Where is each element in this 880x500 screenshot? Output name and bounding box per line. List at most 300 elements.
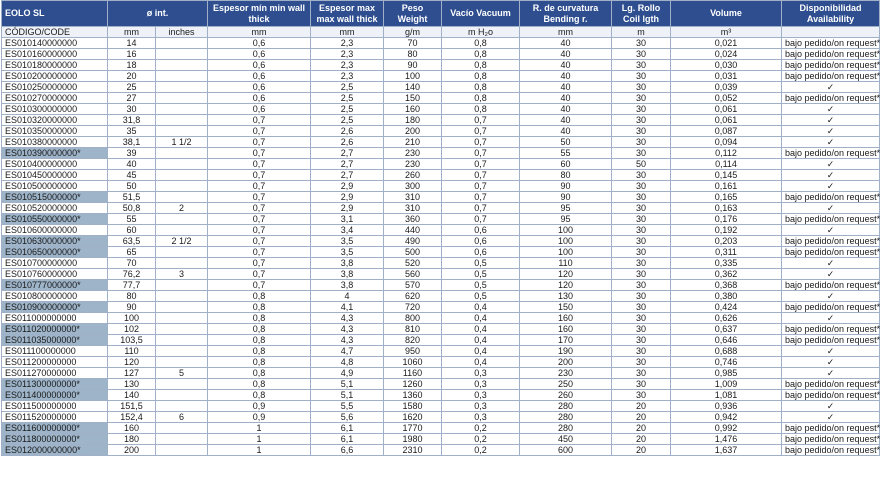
cell-vacuum: 0,2 (442, 423, 520, 434)
header-coil: Lg. Rollo Coil lgth (612, 1, 671, 27)
cell-vacuum: 0,2 (442, 445, 520, 456)
cell-availability: bajo pedido/on request* (782, 236, 880, 247)
cell-volume: 0,030 (671, 60, 782, 71)
cell-availability: bajo pedido/on request* (782, 423, 880, 434)
cell-availability: bajo pedido/on request* (782, 324, 880, 335)
cell-max-wall: 2,9 (311, 181, 384, 192)
cell-availability: bajo pedido/on request* (782, 302, 880, 313)
cell-volume: 0,165 (671, 192, 782, 203)
cell-weight: 1770 (384, 423, 442, 434)
cell-bending: 160 (520, 324, 612, 335)
cell-vacuum: 0,7 (442, 170, 520, 181)
table-row (2, 170, 880, 181)
cell-diameter-inches (156, 445, 208, 456)
cell-coil: 30 (612, 258, 671, 269)
cell-weight: 720 (384, 302, 442, 313)
cell-vacuum: 0,5 (442, 291, 520, 302)
cell-min-wall: 0,6 (208, 93, 311, 104)
cell-coil: 30 (612, 346, 671, 357)
cell-volume: 0,424 (671, 302, 782, 313)
cell-diameter-inches (156, 434, 208, 445)
cell-volume: 0,362 (671, 269, 782, 280)
cell-weight: 820 (384, 335, 442, 346)
cell-diameter-inches (156, 423, 208, 434)
cell-bending: 95 (520, 214, 612, 225)
cell-weight: 520 (384, 258, 442, 269)
cell-code: ES010350000000 (2, 126, 108, 137)
cell-code: ES010140000000 (2, 38, 108, 49)
cell-weight: 1980 (384, 434, 442, 445)
cell-diameter-mm: 39 (108, 148, 156, 159)
cell-bending: 80 (520, 170, 612, 181)
cell-diameter-inches (156, 82, 208, 93)
cell-code: ES011035000000* (2, 335, 108, 346)
cell-vacuum: 0,2 (442, 434, 520, 445)
cell-bending: 60 (520, 159, 612, 170)
cell-max-wall: 2,7 (311, 159, 384, 170)
cell-diameter-inches (156, 60, 208, 71)
cell-min-wall: 1 (208, 445, 311, 456)
cell-diameter-mm: 77,7 (108, 280, 156, 291)
cell-volume: 0,311 (671, 247, 782, 258)
cell-coil: 30 (612, 49, 671, 60)
cell-coil: 30 (612, 368, 671, 379)
table-row (2, 313, 880, 324)
cell-code: ES010900000000* (2, 302, 108, 313)
cell-bending: 40 (520, 60, 612, 71)
cell-min-wall: 0,8 (208, 379, 311, 390)
unit-min-wall: mm (208, 27, 311, 38)
cell-weight: 180 (384, 115, 442, 126)
cell-bending: 110 (520, 258, 612, 269)
cell-vacuum: 0,8 (442, 104, 520, 115)
table-row (2, 236, 880, 247)
cell-availability: ✓ (782, 170, 880, 181)
unit-volume: m³ (671, 27, 782, 38)
cell-vacuum: 0,4 (442, 346, 520, 357)
cell-min-wall: 0,7 (208, 203, 311, 214)
cell-coil: 50 (612, 159, 671, 170)
cell-vacuum: 0,8 (442, 60, 520, 71)
cell-min-wall: 0,9 (208, 401, 311, 412)
cell-weight: 810 (384, 324, 442, 335)
cell-max-wall: 4,1 (311, 302, 384, 313)
cell-availability: ✓ (782, 115, 880, 126)
cell-weight: 70 (384, 38, 442, 49)
cell-bending: 100 (520, 225, 612, 236)
cell-diameter-inches (156, 346, 208, 357)
cell-min-wall: 0,7 (208, 115, 311, 126)
cell-volume: 1,637 (671, 445, 782, 456)
cell-diameter-inches: 1 1/2 (156, 137, 208, 148)
cell-min-wall: 0,8 (208, 368, 311, 379)
cell-diameter-mm: 63,5 (108, 236, 156, 247)
cell-vacuum: 0,8 (442, 93, 520, 104)
cell-min-wall: 0,6 (208, 60, 311, 71)
cell-code: ES010250000000 (2, 82, 108, 93)
table-row (2, 401, 880, 412)
cell-weight: 1260 (384, 379, 442, 390)
cell-min-wall: 0,6 (208, 49, 311, 60)
cell-coil: 20 (612, 412, 671, 423)
cell-diameter-mm: 151,5 (108, 401, 156, 412)
cell-volume: 0,942 (671, 412, 782, 423)
table-row (2, 346, 880, 357)
cell-diameter-mm: 140 (108, 390, 156, 401)
cell-availability: ✓ (782, 126, 880, 137)
cell-availability: bajo pedido/on request* (782, 148, 880, 159)
table-row (2, 247, 880, 258)
table-row (2, 192, 880, 203)
cell-volume: 0,145 (671, 170, 782, 181)
cell-coil: 30 (612, 390, 671, 401)
cell-bending: 130 (520, 291, 612, 302)
cell-max-wall: 3,1 (311, 214, 384, 225)
cell-bending: 260 (520, 390, 612, 401)
cell-bending: 55 (520, 148, 612, 159)
cell-max-wall: 2,5 (311, 104, 384, 115)
cell-diameter-inches: 3 (156, 269, 208, 280)
cell-availability: ✓ (782, 269, 880, 280)
cell-bending: 120 (520, 280, 612, 291)
cell-max-wall: 4,3 (311, 324, 384, 335)
cell-code: ES010650000000* (2, 247, 108, 258)
cell-weight: 260 (384, 170, 442, 181)
cell-weight: 950 (384, 346, 442, 357)
cell-diameter-inches (156, 115, 208, 126)
cell-max-wall: 4,8 (311, 357, 384, 368)
table-body (2, 38, 880, 456)
cell-availability: bajo pedido/on request* (782, 280, 880, 291)
cell-vacuum: 0,6 (442, 225, 520, 236)
cell-weight: 560 (384, 269, 442, 280)
cell-diameter-inches: 2 (156, 203, 208, 214)
cell-diameter-inches (156, 181, 208, 192)
table-row (2, 137, 880, 148)
cell-code: ES011520000000 (2, 412, 108, 423)
cell-coil: 20 (612, 445, 671, 456)
table-row (2, 324, 880, 335)
cell-vacuum: 0,7 (442, 115, 520, 126)
cell-bending: 90 (520, 192, 612, 203)
cell-code: ES010300000000 (2, 104, 108, 115)
table-row (2, 280, 880, 291)
cell-diameter-mm: 50 (108, 181, 156, 192)
cell-diameter-inches (156, 291, 208, 302)
table-row (2, 379, 880, 390)
cell-volume: 0,626 (671, 313, 782, 324)
cell-code: ES011800000000* (2, 434, 108, 445)
cell-vacuum: 0,7 (442, 181, 520, 192)
table-row (2, 434, 880, 445)
cell-weight: 1160 (384, 368, 442, 379)
cell-diameter-inches (156, 313, 208, 324)
cell-availability: bajo pedido/on request* (782, 335, 880, 346)
cell-volume: 0,637 (671, 324, 782, 335)
cell-min-wall: 0,7 (208, 181, 311, 192)
cell-volume: 0,380 (671, 291, 782, 302)
cell-min-wall: 0,8 (208, 346, 311, 357)
cell-availability: bajo pedido/on request* (782, 445, 880, 456)
cell-code: ES011500000000 (2, 401, 108, 412)
cell-volume: 0,985 (671, 368, 782, 379)
table-row (2, 71, 880, 82)
cell-weight: 360 (384, 214, 442, 225)
cell-availability: ✓ (782, 159, 880, 170)
cell-min-wall: 0,7 (208, 126, 311, 137)
cell-diameter-mm: 30 (108, 104, 156, 115)
cell-diameter-mm: 160 (108, 423, 156, 434)
cell-volume: 0,746 (671, 357, 782, 368)
cell-code: ES010160000000 (2, 49, 108, 60)
header-product: EOLO SL (2, 1, 108, 27)
cell-min-wall: 0,7 (208, 280, 311, 291)
cell-max-wall: 2,3 (311, 49, 384, 60)
table-row (2, 390, 880, 401)
cell-coil: 30 (612, 60, 671, 71)
cell-coil: 30 (612, 225, 671, 236)
cell-code: ES011100000000 (2, 346, 108, 357)
cell-bending: 160 (520, 313, 612, 324)
cell-bending: 90 (520, 181, 612, 192)
cell-max-wall: 3,8 (311, 269, 384, 280)
cell-coil: 30 (612, 126, 671, 137)
cell-max-wall: 4 (311, 291, 384, 302)
cell-availability: ✓ (782, 291, 880, 302)
cell-bending: 40 (520, 38, 612, 49)
cell-coil: 20 (612, 434, 671, 445)
cell-bending: 200 (520, 357, 612, 368)
cell-vacuum: 0,7 (442, 126, 520, 137)
cell-max-wall: 3,8 (311, 258, 384, 269)
cell-diameter-inches (156, 71, 208, 82)
cell-weight: 140 (384, 82, 442, 93)
cell-coil: 30 (612, 302, 671, 313)
cell-vacuum: 0,7 (442, 159, 520, 170)
cell-coil: 30 (612, 335, 671, 346)
cell-max-wall: 6,1 (311, 423, 384, 434)
cell-coil: 30 (612, 38, 671, 49)
table-row (2, 291, 880, 302)
cell-bending: 230 (520, 368, 612, 379)
cell-min-wall: 0,7 (208, 258, 311, 269)
cell-max-wall: 5,1 (311, 379, 384, 390)
cell-max-wall: 2,5 (311, 82, 384, 93)
cell-weight: 230 (384, 159, 442, 170)
cell-coil: 20 (612, 401, 671, 412)
cell-bending: 40 (520, 104, 612, 115)
cell-min-wall: 0,7 (208, 159, 311, 170)
header-availability: Disponibilidad Availability (782, 1, 880, 27)
cell-diameter-inches (156, 93, 208, 104)
cell-diameter-inches (156, 247, 208, 258)
cell-volume: 0,335 (671, 258, 782, 269)
unit-coil: m (612, 27, 671, 38)
cell-availability: bajo pedido/on request* (782, 247, 880, 258)
cell-diameter-mm: 25 (108, 82, 156, 93)
cell-max-wall: 3,5 (311, 247, 384, 258)
cell-max-wall: 5,5 (311, 401, 384, 412)
cell-diameter-inches (156, 170, 208, 181)
cell-volume: 0,203 (671, 236, 782, 247)
cell-bending: 50 (520, 137, 612, 148)
cell-vacuum: 0,5 (442, 280, 520, 291)
cell-volume: 0,688 (671, 346, 782, 357)
cell-diameter-inches (156, 214, 208, 225)
cell-bending: 280 (520, 401, 612, 412)
table-row (2, 423, 880, 434)
cell-diameter-mm: 110 (108, 346, 156, 357)
cell-min-wall: 0,8 (208, 313, 311, 324)
cell-max-wall: 5,1 (311, 390, 384, 401)
cell-max-wall: 2,6 (311, 126, 384, 137)
cell-diameter-inches (156, 38, 208, 49)
cell-coil: 30 (612, 203, 671, 214)
cell-diameter-mm: 55 (108, 214, 156, 225)
cell-weight: 150 (384, 93, 442, 104)
cell-code: ES011600000000* (2, 423, 108, 434)
table-row (2, 115, 880, 126)
cell-diameter-mm: 100 (108, 313, 156, 324)
cell-code: ES010500000000 (2, 181, 108, 192)
cell-weight: 570 (384, 280, 442, 291)
cell-bending: 190 (520, 346, 612, 357)
cell-availability: bajo pedido/on request* (782, 379, 880, 390)
cell-weight: 210 (384, 137, 442, 148)
cell-max-wall: 2,3 (311, 60, 384, 71)
cell-volume: 0,176 (671, 214, 782, 225)
cell-diameter-inches (156, 302, 208, 313)
cell-code: ES010270000000 (2, 93, 108, 104)
cell-vacuum: 0,3 (442, 368, 520, 379)
cell-bending: 100 (520, 247, 612, 258)
header-weight: Peso Weight (384, 1, 442, 27)
cell-min-wall: 0,7 (208, 247, 311, 258)
cell-diameter-inches: 6 (156, 412, 208, 423)
cell-availability: ✓ (782, 181, 880, 192)
cell-bending: 450 (520, 434, 612, 445)
cell-vacuum: 0,4 (442, 324, 520, 335)
cell-min-wall: 0,6 (208, 104, 311, 115)
header-volume: Volume (671, 1, 782, 27)
cell-code: ES011000000000 (2, 313, 108, 324)
cell-vacuum: 0,4 (442, 313, 520, 324)
cell-max-wall: 2,6 (311, 137, 384, 148)
cell-coil: 30 (612, 71, 671, 82)
cell-volume: 0,646 (671, 335, 782, 346)
table-row (2, 445, 880, 456)
cell-diameter-mm: 51,5 (108, 192, 156, 203)
cell-min-wall: 0,6 (208, 71, 311, 82)
table-row (2, 148, 880, 159)
cell-weight: 1060 (384, 357, 442, 368)
table-row (2, 214, 880, 225)
cell-coil: 30 (612, 291, 671, 302)
cell-vacuum: 0,8 (442, 82, 520, 93)
cell-availability: bajo pedido/on request* (782, 49, 880, 60)
cell-min-wall: 0,8 (208, 357, 311, 368)
cell-vacuum: 0,3 (442, 390, 520, 401)
cell-max-wall: 3,8 (311, 280, 384, 291)
cell-availability: bajo pedido/on request* (782, 390, 880, 401)
cell-availability: ✓ (782, 412, 880, 423)
cell-diameter-mm: 120 (108, 357, 156, 368)
cell-diameter-mm: 65 (108, 247, 156, 258)
cell-code: ES010200000000 (2, 71, 108, 82)
cell-min-wall: 0,7 (208, 236, 311, 247)
cell-coil: 30 (612, 379, 671, 390)
cell-min-wall: 0,6 (208, 82, 311, 93)
cell-volume: 0,992 (671, 423, 782, 434)
cell-availability: ✓ (782, 313, 880, 324)
cell-min-wall: 0,7 (208, 225, 311, 236)
cell-vacuum: 0,5 (442, 258, 520, 269)
cell-diameter-mm: 18 (108, 60, 156, 71)
cell-bending: 600 (520, 445, 612, 456)
cell-diameter-inches (156, 104, 208, 115)
cell-availability: bajo pedido/on request* (782, 192, 880, 203)
cell-diameter-mm: 152,4 (108, 412, 156, 423)
cell-diameter-inches (156, 49, 208, 60)
cell-vacuum: 0,3 (442, 401, 520, 412)
cell-volume: 0,087 (671, 126, 782, 137)
cell-diameter-mm: 45 (108, 170, 156, 181)
cell-diameter-mm: 200 (108, 445, 156, 456)
cell-diameter-inches: 2 1/2 (156, 236, 208, 247)
cell-code: ES010320000000 (2, 115, 108, 126)
cell-availability: bajo pedido/on request* (782, 71, 880, 82)
cell-code: ES010515000000* (2, 192, 108, 203)
cell-weight: 310 (384, 192, 442, 203)
cell-weight: 310 (384, 203, 442, 214)
cell-diameter-mm: 70 (108, 258, 156, 269)
cell-max-wall: 6,1 (311, 434, 384, 445)
cell-coil: 30 (612, 280, 671, 291)
cell-volume: 0,936 (671, 401, 782, 412)
cell-diameter-mm: 127 (108, 368, 156, 379)
cell-code: ES010180000000 (2, 60, 108, 71)
cell-coil: 30 (612, 313, 671, 324)
table-row (2, 82, 880, 93)
cell-volume: 1,081 (671, 390, 782, 401)
cell-vacuum: 0,7 (442, 214, 520, 225)
cell-vacuum: 0,8 (442, 71, 520, 82)
cell-max-wall: 4,3 (311, 335, 384, 346)
cell-vacuum: 0,8 (442, 49, 520, 60)
cell-coil: 30 (612, 247, 671, 258)
cell-max-wall: 2,9 (311, 203, 384, 214)
cell-coil: 30 (612, 357, 671, 368)
cell-volume: 0,052 (671, 93, 782, 104)
cell-code: ES011020000000* (2, 324, 108, 335)
cell-vacuum: 0,4 (442, 357, 520, 368)
cell-coil: 30 (612, 137, 671, 148)
cell-max-wall: 2,7 (311, 170, 384, 181)
table-row (2, 104, 880, 115)
cell-min-wall: 0,8 (208, 302, 311, 313)
cell-weight: 800 (384, 313, 442, 324)
cell-volume: 0,163 (671, 203, 782, 214)
cell-coil: 30 (612, 93, 671, 104)
table-row (2, 181, 880, 192)
cell-weight: 300 (384, 181, 442, 192)
header-vacuum: Vacío Vacuum (442, 1, 520, 27)
cell-max-wall: 4,9 (311, 368, 384, 379)
cell-coil: 30 (612, 181, 671, 192)
table-row (2, 335, 880, 346)
cell-weight: 500 (384, 247, 442, 258)
cell-code: ES011400000000* (2, 390, 108, 401)
